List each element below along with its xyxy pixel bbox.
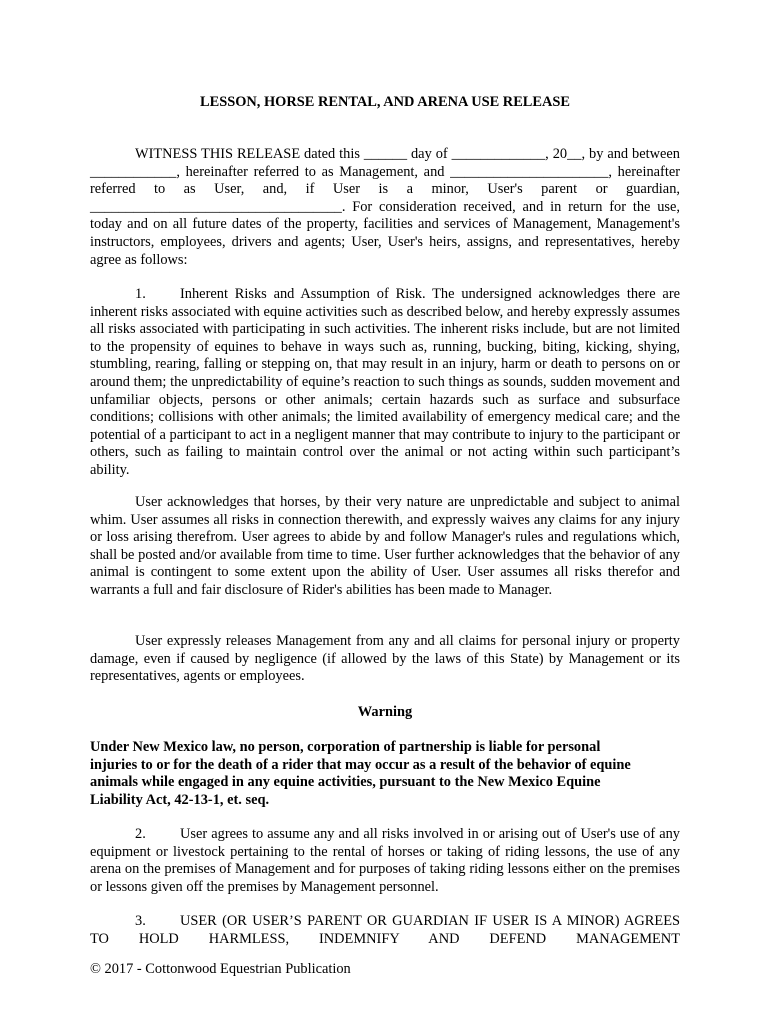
section-3-text: USER (OR USER’S PARENT OR GUARDIAN IF USER IS A MINOR) AGREES TO HOLD HARMLESS, INDEMNIFY AND DEFEND MANAGEMENT <box>90 913 680 947</box>
section-3-paragraph <box>90 913 680 948</box>
warning-heading: Warning <box>357 704 413 720</box>
acknowledgement-paragraph: User acknowledges that horses, by their very nature are unpredictable and subject to animal whim. User assumes all risks in connection therewith, and expressly waives any claims for any injury or loss arising therefrom. User agrees to abide by and follow Manager's rules and regulations which, shall be posted and/or available from time to time. User further acknowledges that the behavior of any animal is contingent to some extent upon the ability of User. User assumes all risks therefor and warrants a full and fair disclosure of Rider's abilities has been made to Manager. <box>90 494 680 598</box>
section-1-text: Inherent Risks and Assumption of Risk. The undersigned acknowledges there are inherent risks associated with equine activities such as described below, and hereby expressly assumes all risks associated with participating in such activities. The inherent risks include, but are not limited to the propensity of equines to behave in ways such as, running, bucking, biting, kicking, shying, stumbling, rearing, falling or stepping on, that may result in an injury, harm or death to persons on or around them; the unpredictability of equine’s reaction to such things as sounds, sudden movement and unfamiliar objects, persons or other animals; certain hazards such as surface and subsurface conditions; collisions with other animals; the limited availability of emergency medical care; and the potential of a participant to act in a negligent manner that may contribute to injury to the participant or others, such as failing to maintain control over the animal or not acting within such participant’s ability. <box>90 286 680 478</box>
section-1-paragraph <box>90 286 680 480</box>
release-paragraph: User expressly releases Management from any and all claims for personal injury or property damage, even if caused by negligence (if allowed by the laws of this State) by Management or its representatives, agents or employees. <box>90 633 680 685</box>
intro-paragraph: WITNESS THIS RELEASE dated this ______ day of _____________, 20__, by and between ____________, hereinafter referred to as Management, and ______________________, hereinafter referred to as User, and, if User is a minor, User's parent or guardian, ___________________________________. For consideration received, and in return for the use, today and on all future dates of the property, facilities and services of Management, Management's instructors, employees, drivers and agents; User, User's heirs, assigns, and representatives, hereby agree as follows: <box>90 146 680 268</box>
warning-text: Under New Mexico law, no person, corporation of partnership is liable for personal injuries to or for the death of a rider that may occur as a result of the behavior of equine animals while engaged in any equine activities, pursuant to the New Mexico Equine Liability Act, 42-13-1, et. seq. <box>90 739 631 808</box>
section-2-text: User agrees to assume any and all risks involved in or arising out of User's use of any equipment or livestock pertaining to the rental of horses or taking of riding lessons, the use of any arena on the premises of Management and for purposes of taking riding lessons either on the premises or lessons given off the premises by Management personnel. <box>90 826 680 895</box>
section-2-paragraph <box>90 826 680 896</box>
section-2-number: 2. <box>135 826 146 842</box>
section-1-number: 1. <box>135 286 146 302</box>
section-3-number: 3. <box>135 913 146 929</box>
document-title: LESSON, HORSE RENTAL, AND ARENA USE RELEASE <box>200 94 570 110</box>
footer-copyright: © 2017 - Cottonwood Equestrian Publication <box>90 961 351 977</box>
